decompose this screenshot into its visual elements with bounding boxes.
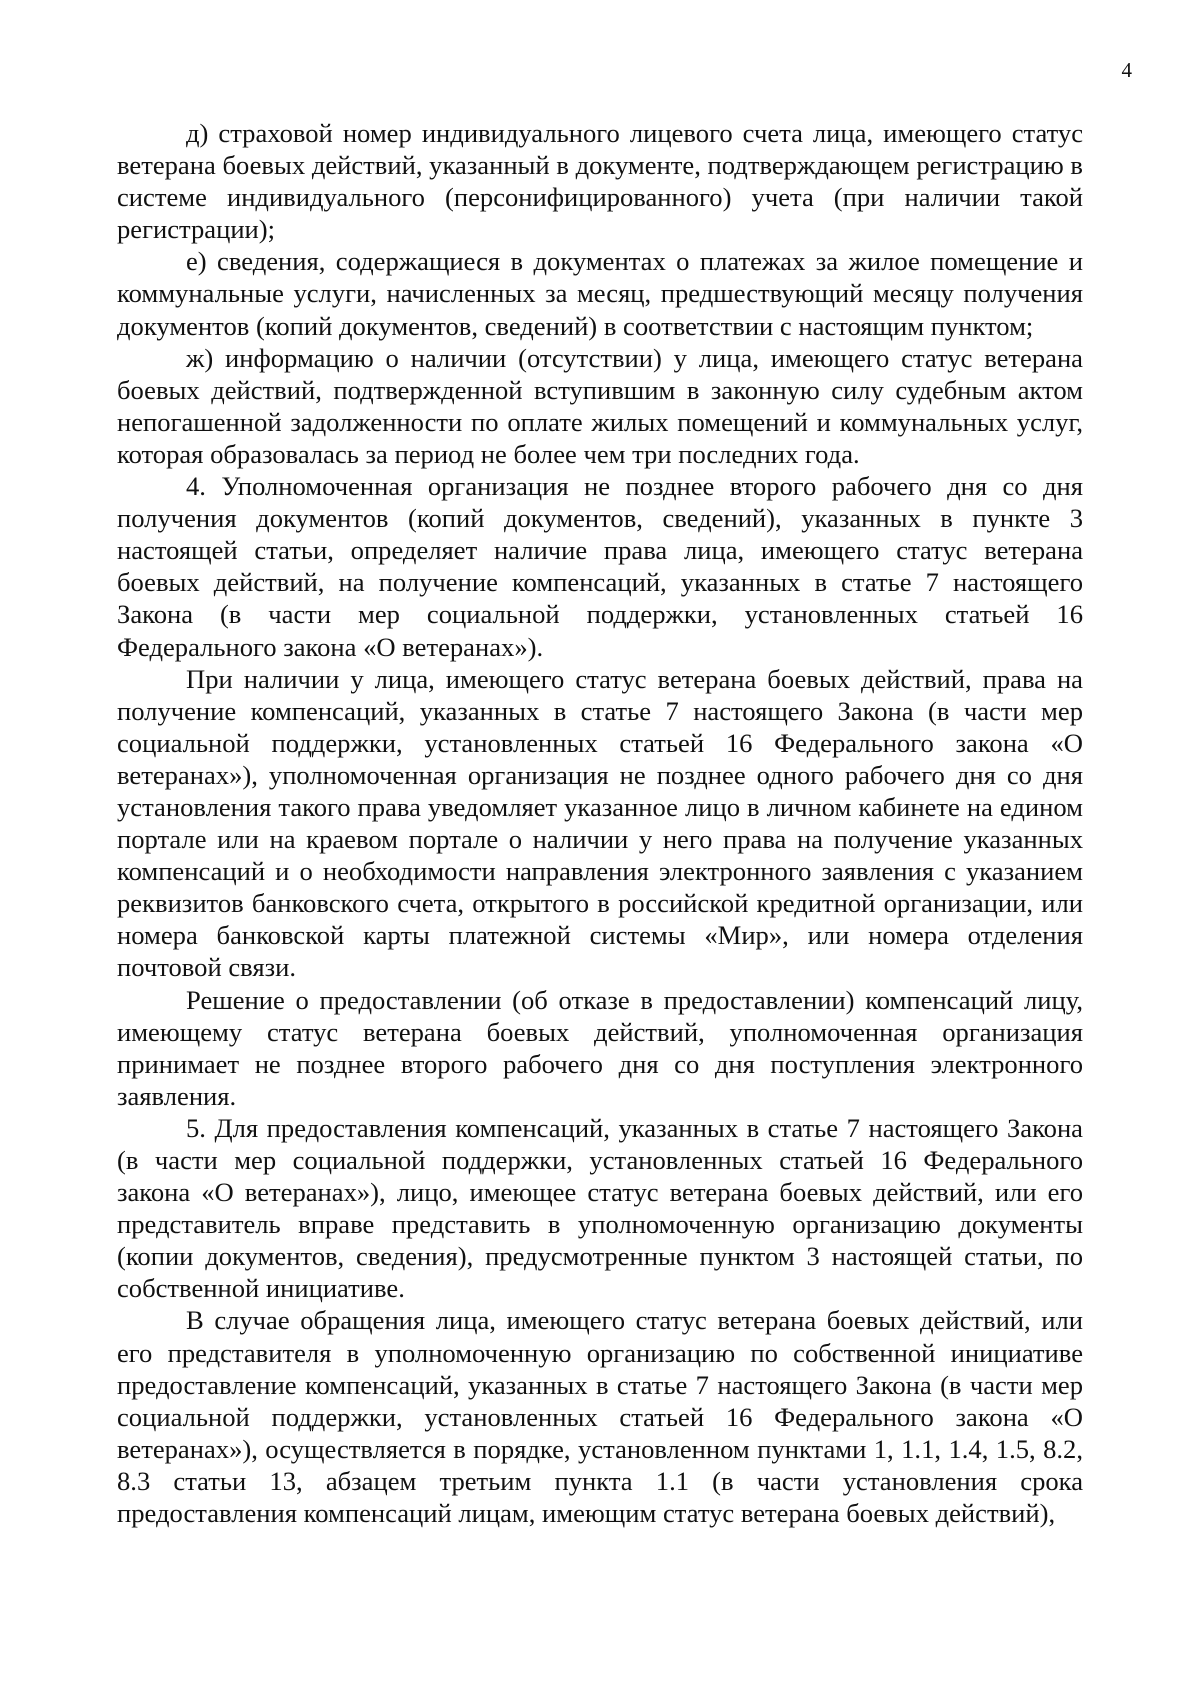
- paragraph-point-4: 4. Уполномоченная организация не позднее второго рабочего дня со дня получения документов (копий документов, сведений), указанных в пункте 3 настоящей статьи, определяет наличие права лица, имеющего статус ветерана боевых действий, на получение компенсаций, указанных в статье 7 настоящего Закона (в части мер социальной поддержки, установленных статьей 16 Федерального закона «О ветеранах»).: [117, 471, 1083, 662]
- paragraph-point-5: 5. Для предоставления компенсаций, указанных в статье 7 настоящего Закона (в части мер социальной поддержки, установленных статьей 16 Федерального закона «О ветеранах»), лицо, имеющее статус ветерана боевых действий, или его представитель вправе представить в уполномоченную организацию документы (копии документов, сведения), предусмотренные пунктом 3 настоящей статьи, по собственной инициативе.: [117, 1112, 1083, 1304]
- document-body: [117, 117, 1083, 1529]
- paragraph-right-notification: При наличии у лица, имеющего статус ветерана боевых действий, права на получение компенсаций, указанных в статье 7 настоящего Закона (в части мер социальной поддержки, установленных статьей 16 Федерального закона «О ветеранах»), уполномоченная организация не позднее одного рабочего дня со дня установления такого права уведомляет указанное лицо в личном кабинете на едином портале или на краевом портале о наличии у него права на получение указанных компенсаций и о необходимости направления электронного заявления с указанием реквизитов банковского счета, открытого в российской кредитной организации, или номера банковской карты платежной системы «Мир», или номера отделения почтовой связи.: [117, 663, 1083, 983]
- paragraph-own-initiative: В случае обращения лица, имеющего статус ветерана боевых действий, или его представителя в уполномоченную организацию по собственной инициативе предоставление компенсаций, указанных в статье 7 настоящего Закона (в части мер социальной поддержки, установленных статьей 16 Федерального закона «О ветеранах»), осуществляется в порядке, установленном пунктами 1, 1.1, 1.4, 1.5, 8.2, 8.3 статьи 13, абзацем третьим пункта 1.1 (в части установления срока предоставления компенсаций лицам, имеющим статус ветерана боевых действий),: [117, 1305, 1083, 1529]
- paragraph-item-zh: ж) информацию о наличии (отсутствии) у лица, имеющего статус ветерана боевых действий, подтвержденной вступившим в законную силу судебным актом непогашенной задолженности по оплате жилых помещений и коммунальных услуг, которая образовалась за период не более чем три последних года.: [117, 342, 1083, 469]
- paragraph-item-d: д) страховой номер индивидуального лицевого счета лица, имеющего статус ветерана боевых действий, указанный в документе, подтверждающем регистрацию в системе индивидуального (персонифицированного) учета (при наличии такой регистрации);: [117, 118, 1083, 245]
- paragraph-item-e: е) сведения, содержащиеся в документах о платежах за жилое помещение и коммунальные услуги, начисленных за месяц, предшествующий месяцу получения документов (копий документов, сведений) в соответствии с настоящим пунктом;: [117, 246, 1083, 341]
- paragraph-decision: Решение о предоставлении (об отказе в предоставлении) компенсаций лицу, имеющему статус ветерана боевых действий, уполномоченная организация принимает не позднее второго рабочего дня со дня поступления электронного заявления.: [117, 984, 1083, 1111]
- page-number: 4: [1121, 58, 1132, 82]
